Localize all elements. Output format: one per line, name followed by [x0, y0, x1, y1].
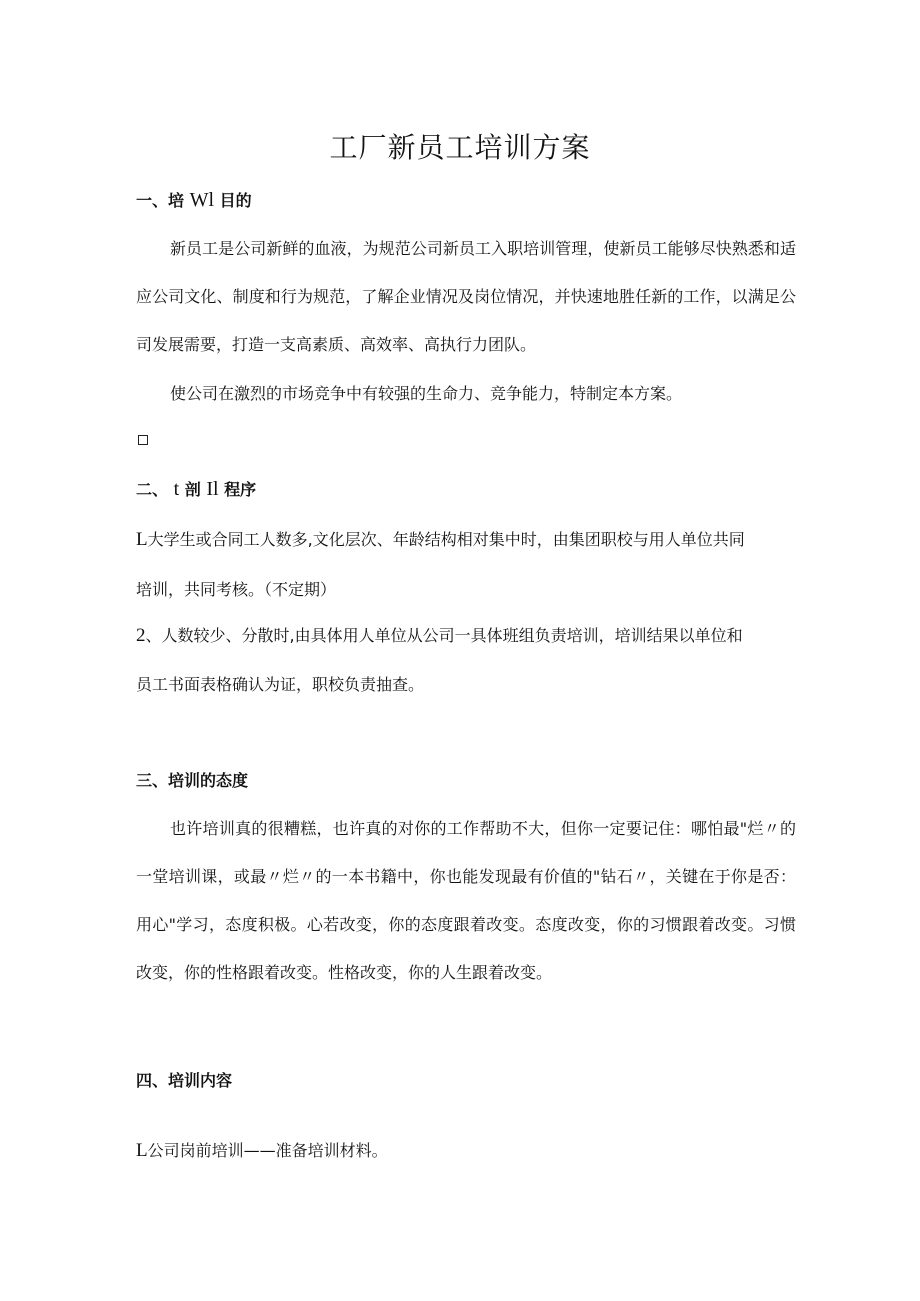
heading-text: 目的: [219, 191, 252, 210]
content-item-1: [136, 1138, 796, 1162]
list-number: L: [136, 529, 148, 550]
section-heading-attitude: 三、培训的态度: [136, 771, 249, 790]
section-heading-content: 四、培训内容: [136, 1071, 233, 1090]
list-text: 、人数较少、分散时,由具体用人单位从公司一具体班组负责培训，培训结果以单位和: [145, 626, 743, 645]
heading-text: 剖: [184, 480, 201, 499]
list-item-1-line-1: [136, 527, 796, 551]
section-heading-purpose: [136, 188, 252, 212]
list-item-2-line-1: [136, 623, 796, 647]
list-text: 公司岗前培训——准备培训材料。: [147, 1141, 388, 1160]
heading-garbled-text: Il: [206, 478, 219, 500]
list-text: 大学生或合同工人数多,文化层次、年龄结构相对集中时，由集团职校与用人单位共同: [147, 530, 745, 549]
list-item-1-line-2: 培训，共同考核。（不定期）: [136, 580, 337, 599]
heading-text: 一、培: [136, 191, 185, 210]
empty-box-glyph: [138, 435, 148, 445]
list-item-2-line-2: 员工书面表格确认为证，职校负责抽查。: [136, 675, 425, 694]
heading-garbled-text: Wl: [189, 189, 215, 211]
paragraph-purpose: 新员工是公司新鲜的血液，为规范公司新员工入职培训管理，使新员工能够尽快熟悉和适应公司文化、制度和行为规范，了解企业情况及岗位情况，并快速地胜任新的工作，以满足公司发展需要，打造一支高素质、高效率、高执行力团队。: [136, 239, 796, 354]
heading-text: 程序: [224, 480, 257, 499]
heading-text: 二、: [136, 480, 169, 499]
section-heading-procedure: [136, 477, 256, 501]
document-title: 工厂新员工培训方案: [329, 131, 591, 164]
list-number: L: [136, 1140, 148, 1161]
paragraph-attitude: 也许培训真的很糟糕，也许真的对你的工作帮助不大，但你一定要记住：哪怕最"烂〃的一堂培训课，或最〃烂〃的一本书籍中，你也能发现最有价值的"钻石〃，关键在于你是否：用心"学习，态度积极。心若改变，你的态度跟着改变。态度改变，你的习惯跟着改变。习惯改变，你的性格跟着改变。性格改变，你的人生跟着改变。: [136, 819, 796, 982]
paragraph-competition: 使公司在激烈的市场竞争中有较强的生命力、竞争能力，特制定本方案。: [170, 384, 683, 403]
list-number: 2: [136, 625, 146, 646]
heading-garbled-text: t: [173, 478, 180, 500]
